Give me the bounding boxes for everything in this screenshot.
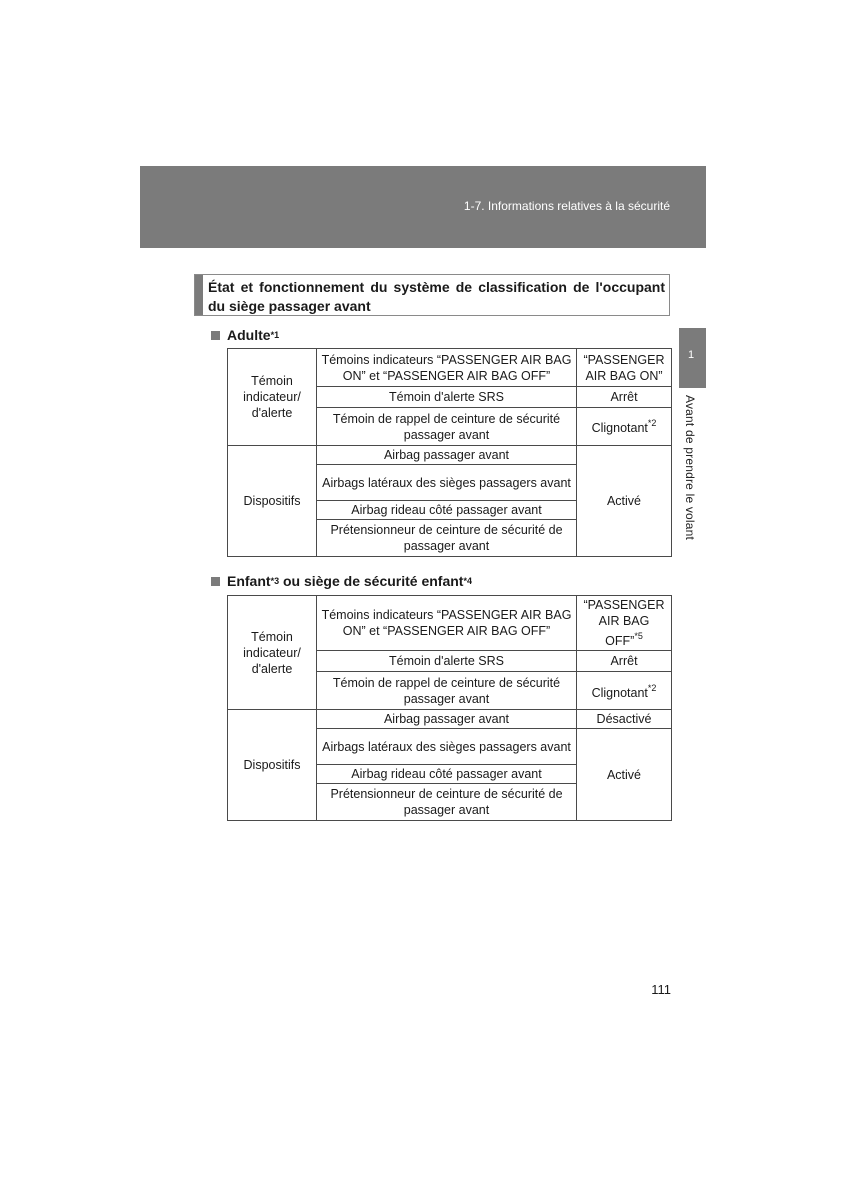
status-cell — [577, 596, 672, 651]
chapter-tab — [679, 328, 706, 388]
square-bullet-icon — [211, 577, 220, 586]
item-cell: Témoin de rappel de ceinture de sécurité passager avant — [317, 408, 577, 446]
child-heading-text: Enfant — [227, 573, 271, 589]
section-reference: 1-7. Informations relatives à la sécurité — [463, 199, 670, 213]
item-cell: Airbag passager avant — [317, 710, 577, 729]
footnote-ref: *2 — [647, 682, 657, 693]
item-cell: Airbags latéraux des sièges passagers avant — [317, 729, 577, 765]
chapter-title-vertical: Avant de prendre le volant — [683, 395, 697, 541]
adult-heading-text: Adulte — [227, 327, 271, 343]
group-label: Dispositifs — [228, 710, 317, 821]
child-heading — [211, 573, 472, 589]
status-cell: “PASSENGER AIR BAG ON” — [577, 349, 672, 387]
chapter-number: 1 — [688, 349, 695, 361]
group-label: Témoin indicateur/ d'alerte — [228, 596, 317, 710]
child-heading-text-cont: ou siège de sécurité enfant — [279, 573, 464, 589]
group-label: Témoin indicateur/ d'alerte — [228, 349, 317, 446]
table-row — [228, 349, 672, 387]
chapter-header-band — [140, 166, 706, 248]
status-cell — [577, 672, 672, 710]
status-cell: Arrêt — [577, 387, 672, 408]
status-cell: Activé — [577, 446, 672, 557]
status-cell: Arrêt — [577, 651, 672, 672]
footnote-ref: *1 — [270, 330, 280, 340]
table-row — [228, 596, 672, 651]
footnote-ref: *4 — [463, 576, 472, 586]
adult-heading — [211, 327, 279, 343]
adult-status-table — [227, 348, 672, 557]
item-cell: Airbag rideau côté passager avant — [317, 765, 577, 784]
status-cell — [577, 408, 672, 446]
status-cell: Désactivé — [577, 710, 672, 729]
item-cell: Airbags latéraux des sièges passagers avant — [317, 465, 577, 501]
item-cell: Témoin de rappel de ceinture de sécurité passager avant — [317, 672, 577, 710]
item-cell: Témoin d'alerte SRS — [317, 387, 577, 408]
section-title-accent — [195, 275, 203, 315]
footnote-ref: *2 — [647, 418, 657, 429]
footnote-ref: *5 — [634, 631, 643, 641]
item-cell: Prétensionneur de ceinture de sécurité de passager avant — [317, 520, 577, 557]
item-cell: Témoins indicateurs “PASSENGER AIR BAG ON” et “PASSENGER AIR BAG OFF” — [317, 596, 577, 651]
child-status-table — [227, 595, 672, 821]
item-cell: Airbag rideau côté passager avant — [317, 501, 577, 520]
table-row — [228, 710, 672, 729]
item-cell: Airbag passager avant — [317, 446, 577, 465]
item-cell: Témoins indicateurs “PASSENGER AIR BAG ON” et “PASSENGER AIR BAG OFF” — [317, 349, 577, 387]
section-title-box — [194, 274, 670, 316]
footnote-ref: *3 — [270, 576, 280, 586]
status-cell: Activé — [577, 729, 672, 821]
item-cell: Témoin d'alerte SRS — [317, 651, 577, 672]
status-text: Clignotant — [591, 421, 648, 436]
page-number: 111 — [651, 982, 671, 997]
item-cell: Prétensionneur de ceinture de sécurité de passager avant — [317, 784, 577, 821]
square-bullet-icon — [211, 331, 220, 340]
section-title: État et fonctionnement du système de classification de l'occupant du siège passager avant — [208, 279, 665, 314]
group-label: Dispositifs — [228, 446, 317, 557]
status-text: “PASSENGER AIR BAG OFF” — [583, 598, 665, 649]
table-row — [228, 446, 672, 465]
status-text: Clignotant — [591, 685, 648, 700]
